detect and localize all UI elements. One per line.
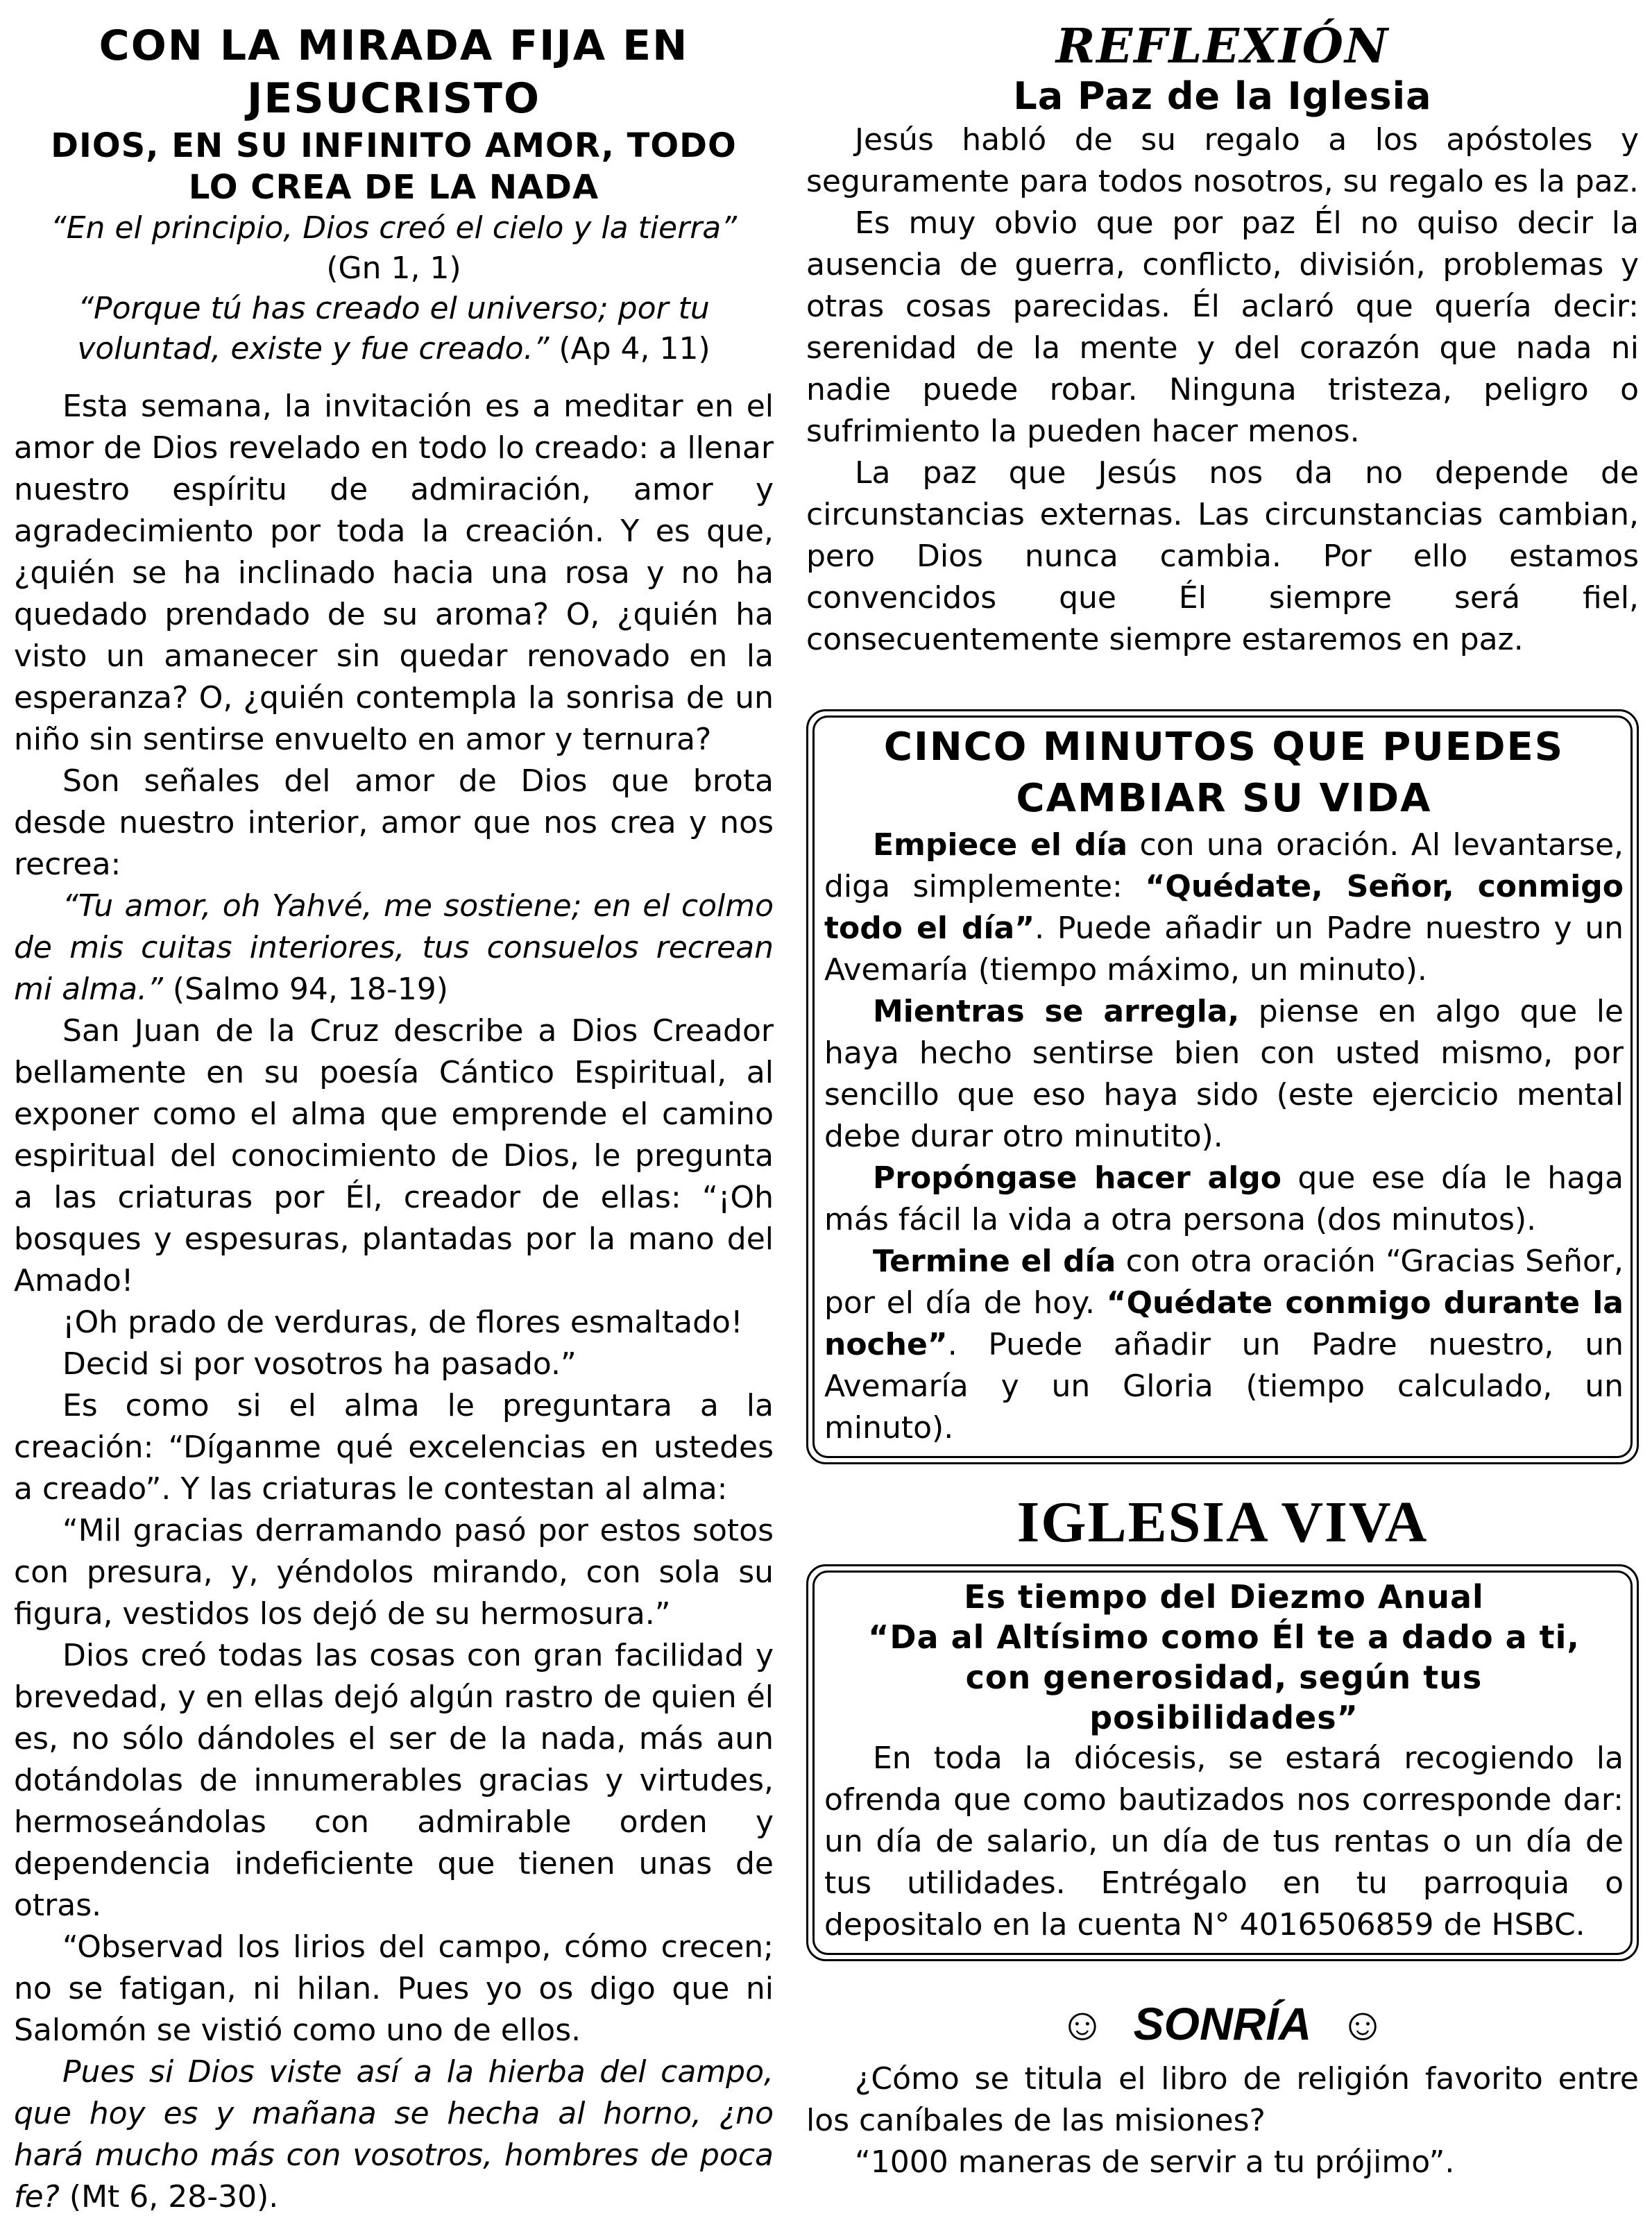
cinco-item-4-text-a: con otra oración “Gracias Señor, por el día de hoy. — [824, 1244, 1624, 1321]
cinco-item-4-lead: Termine el día — [873, 1244, 1116, 1279]
joke-question: ¿Cómo se titula el libro de religión favorito entre los caníbales de las misiones? — [806, 2061, 1639, 2138]
cinco-item-2-lead: Mientras se arregla, — [873, 994, 1240, 1029]
cinco-item-2-text: piense en algo que le haya hecho sentirse bien con usted mismo, por sencillo que eso haya sido (este ejercicio mental debe durar otro minutito). — [824, 994, 1624, 1154]
reflexion-paragraph-2: Es muy obvio que por paz Él no quiso decir la ausencia de guerra, conflicto, división, problemas y otras cosas parecidas. Él aclaró que quería decir: serenidad de la mente y del corazón que nada ni nadie puede robar. Ninguna tristeza, peligro o sufrimiento la pueden hacer menos. — [806, 205, 1639, 449]
genesis-quote-ref: (Gn 1, 1) — [326, 251, 461, 286]
diezmo-line-1: Es tiempo del Diezmo Anual — [964, 1578, 1484, 1616]
cinco-item-1-prayer: “Quédate, Señor, conmigo todo el día” — [824, 869, 1624, 946]
cinco-item-4-prayer: “Quédate conmigo durante la noche” — [824, 1285, 1624, 1362]
article-title: CON LA MIRADA FIJA EN JESUCRISTO — [99, 22, 689, 123]
reflexion-paragraph-1: Jesús habló de su regalo a los apóstoles y seguramente para todos nosotros, su regalo es la paz. — [806, 122, 1639, 199]
paragraph-8: “Mil gracias derramando pasó por estos sotos con presura, y, yéndolos mirando, con sola su figura, vestidos los dejó de su hermosura.” — [14, 1513, 774, 1632]
reflexion-title: La Paz de la Iglesia — [1013, 74, 1432, 118]
reflexion-paragraph-3: La paz que Jesús nos da no depende de circunstancias externas. Las circunstancias cambian, pero Dios nunca cambia. Por ello estamos convencidos que Él siempre será fiel, consecuentemente siempre estaremos en paz. — [806, 455, 1639, 657]
reflexion-section — [806, 19, 1639, 661]
cinco-item-3 — [824, 1158, 1624, 1241]
diezmo-body: En toda la diócesis, se estará recogiendo la ofrenda que como bautizados nos corresponde dar: un día de salario, un día de tus rentas o un día de tus utilidades. Entrégalo en tu parroquia o depositalo en la cuenta N° 4016506859 de HSBC. — [824, 1741, 1624, 1942]
cinco-item-1-text-a: con una oración. Al levantarse, diga simplemente: — [824, 827, 1624, 904]
genesis-quote-text: “En el principio, Dios creó el cielo y la tierra” — [50, 210, 738, 246]
cinco-minutos-title: CINCO MINUTOS QUE PUEDES CAMBIAR SU VIDA — [883, 725, 1565, 821]
matthew-quote — [14, 2051, 774, 2218]
paragraph-6: Decid si por vosotros ha pasado.” — [62, 1346, 577, 1382]
reflexion-heading: REFLEXIÓN — [1055, 19, 1390, 74]
paragraph-10: “Observad los lirios del campo, cómo crecen; no se fatigan, ni hilan. Pues yo os digo que ni Salomón se vistió como uno de ellos. — [14, 1929, 774, 2048]
cinco-item-4-text-b: . Puede añadir un Padre nuestro, un Avemaría y un Gloria (tiempo calculado, un minuto). — [824, 1327, 1624, 1446]
cinco-item-2 — [824, 991, 1624, 1158]
cinco-item-1 — [824, 824, 1624, 991]
left-column — [14, 19, 774, 2218]
paragraph-2: Son señales del amor de Dios que brota desde nuestro interior, amor que nos crea y nos recrea: — [14, 763, 774, 882]
diezmo-line-2: “Da al Altísimo como Él te a dado a ti, con generosidad, según tus posibilidades” — [868, 1618, 1580, 1736]
matthew-quote-ref: (Mt 6, 28-30). — [59, 2179, 279, 2215]
psalm-quote-ref: (Salmo 94, 18-19) — [162, 972, 448, 1007]
diezmo-box — [806, 1564, 1639, 1961]
apocalypse-quote-text: “Porque tú has creado el universo; por tu voluntad, existe y fue creado.” — [77, 291, 710, 366]
article-subtitle: DIOS, EN SU INFINITO AMOR, TODO LO CREA DE LA NADA — [51, 126, 737, 207]
smiley-icon: ☺ — [1339, 1998, 1386, 2049]
paragraph-5: ¡Oh prado de verduras, de flores esmaltado! — [62, 1305, 743, 1340]
cinco-item-1-lead: Empiece el día — [873, 827, 1128, 863]
matthew-quote-text: Pues si Dios viste así a la hierba del campo, que hoy es y mañana se hecha al horno, ¿no hará mucho más con vosotros, hombres de poca fe? — [14, 2054, 774, 2215]
cinco-item-3-lead: Propóngase hacer algo — [873, 1160, 1281, 1196]
sonria-heading — [806, 1996, 1639, 2051]
cinco-item-3-text: que ese día le haga más fácil la vida a otra persona (dos minutos). — [824, 1160, 1624, 1237]
paragraph-7: Es como si el alma le preguntara a la creación: “Díganme qué excelencias en ustedes a creado”. Y las criaturas le contestan al alma: — [14, 1388, 774, 1507]
cinco-item-1-text-b: . Puede añadir un Padre nuestro y un Avemaría (tiempo máximo, un minuto). — [824, 911, 1624, 988]
genesis-quote — [14, 208, 774, 289]
sonria-title: SONRÍA — [1133, 1998, 1312, 2049]
psalm-quote — [14, 886, 774, 1010]
iglesia-viva-heading: IGLESIA VIVA — [1016, 1490, 1429, 1555]
paragraph-4: San Juan de la Cruz describe a Dios Creador bellamente en su poesía Cántico Espiritual, al exponer como el alma que emprende el camino espiritual del conocimiento de Dios, le pregunta a las criaturas por Él, creador de ellas: “¡Oh bosques y espesuras, plantadas por la mano del Amado! — [14, 1013, 774, 1298]
paragraph-1: Esta semana, la invitación es a meditar en el amor de Dios revelado en todo lo creado: a llenar nuestro espíritu de admiración, amor y agradecimiento por toda la creación. Y es que, ¿quién se ha inclinado hacia una rosa y no ha quedado prendado de su aroma? O, ¿quién ha visto un amanecer sin quedar renovado en la esperanza? O, ¿quién contempla la sonrisa de un niño sin sentirse envuelto en amor y ternura? — [14, 389, 774, 757]
smiley-icon: ☺ — [1059, 1998, 1106, 2049]
joke-answer: “1000 maneras de servir a tu prójimo”. — [855, 2144, 1455, 2180]
psalm-quote-text: “Tu amor, oh Yahvé, me sostiene; en el colmo de mis cuitas interiores, tus consuelos recrean mi alma.” — [14, 888, 774, 1007]
cinco-minutos-box — [806, 709, 1639, 1464]
cinco-item-4 — [824, 1241, 1624, 1449]
right-column — [806, 19, 1639, 2183]
apocalypse-quote — [14, 289, 774, 369]
apocalypse-quote-ref: (Ap 4, 11) — [549, 331, 710, 366]
paragraph-9: Dios creó todas las cosas con gran facilidad y brevedad, y en ellas dejó algún rastro de quien él es, no sólo dándoles el ser de la nada, más aun dotándolas de innumerables gracias y virtudes, hermoseándolas con admirable orden y dependencia indeficiente que tienen unas de otras. — [14, 1638, 774, 1923]
